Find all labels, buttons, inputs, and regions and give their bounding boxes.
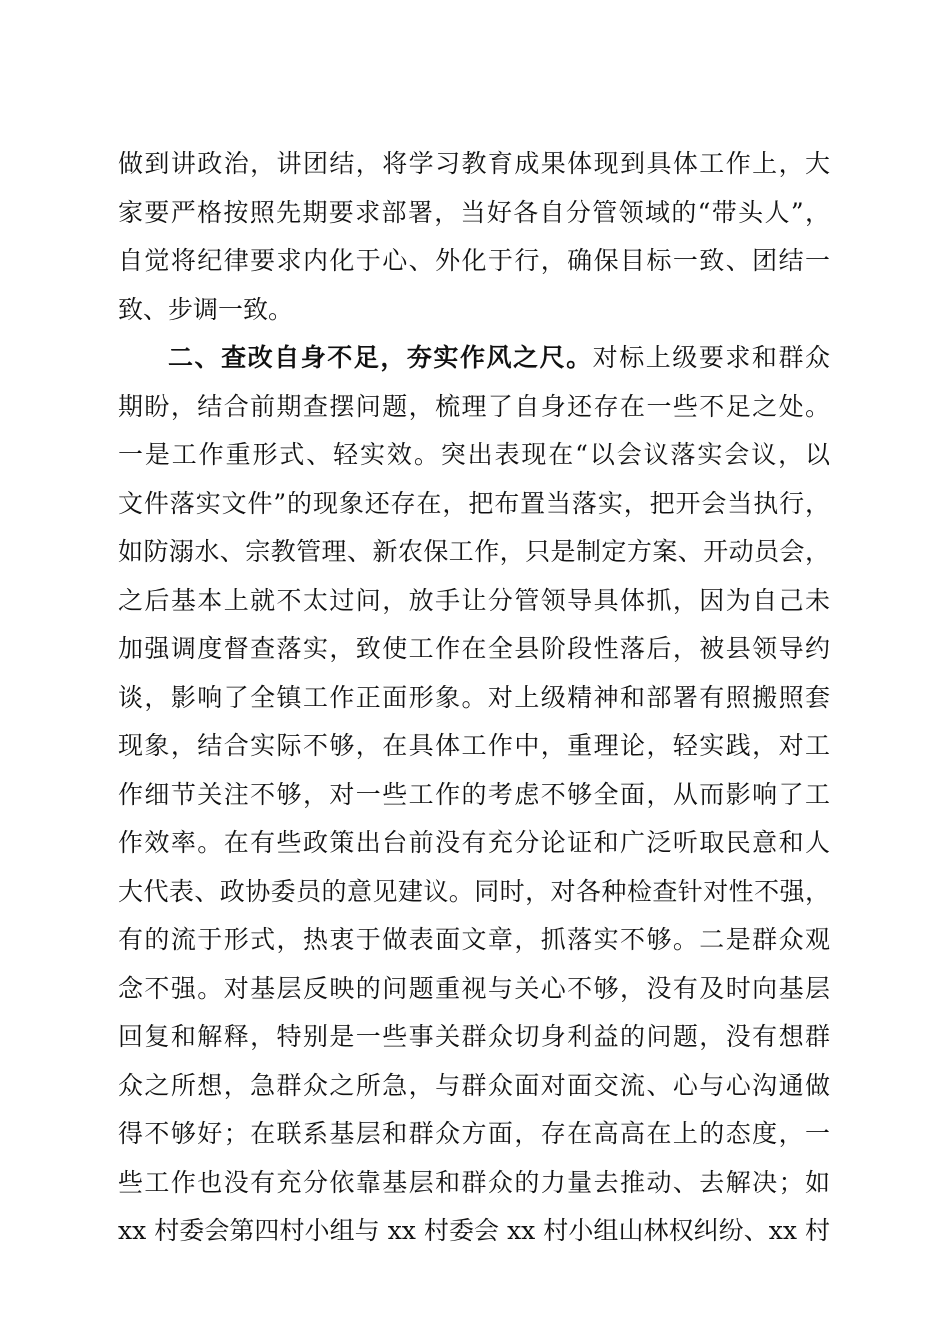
heading-line-rest: 对标上级要求和群众 xyxy=(592,343,830,372)
text-line: 一是工作重形式、轻实效。突出表现在“以会议落实会议，以 xyxy=(118,440,830,469)
text-line: 做到讲政治，讲团结，将学习教育成果体现到具体工作上，大 xyxy=(118,149,830,178)
text-line: xx 村委会第四村小组与 xx 村委会 xx 村小组山林权纠纷、xx 村 xyxy=(118,1216,830,1245)
section-heading: 二、查改自身不足，夯实作风之尺。 xyxy=(168,343,593,372)
text-line: 众之所想，急群众之所急，与群众面对面交流、心与心沟通做 xyxy=(118,1070,830,1100)
text-line: 些工作也没有充分依靠基层和群众的力量去推动、去解决；如 xyxy=(118,1167,830,1197)
text-line: 期盼，结合前期查摆问题，梳理了自身还存在一些不足之处。 xyxy=(118,391,830,421)
text-line: 家要严格按照先期要求部署，当好各自分管领域的“带头人”， xyxy=(118,197,830,227)
paragraph-1 xyxy=(118,140,830,334)
text-line: 得不够好；在联系基层和群众方面，存在高高在上的态度，一 xyxy=(118,1119,830,1148)
document-body xyxy=(118,140,830,1256)
text-line: 之后基本上就不太过问，放手让分管领导具体抓，因为自己未 xyxy=(118,585,830,615)
text-line: 大代表、政协委员的意见建议。同时，对各种检查针对性不强， xyxy=(118,876,830,906)
text-line xyxy=(118,334,830,383)
text-line: 回复和解释，特别是一些事关群众切身利益的问题，没有想群 xyxy=(118,1022,830,1051)
text-line: 文件落实文件”的现象还存在，把布置当落实，把开会当执行， xyxy=(118,488,830,518)
text-line: 如防溺水、宗教管理、新农保工作，只是制定方案、开动员会， xyxy=(118,537,830,566)
text-line: 自觉将纪律要求内化于心、外化于行，确保目标一致、团结一 xyxy=(118,246,830,275)
text-line: 现象，结合实际不够，在具体工作中，重理论，轻实践，对工 xyxy=(118,731,830,760)
text-line: 谈，影响了全镇工作正面形象。对上级精神和部署有照搬照套 xyxy=(118,682,830,712)
text-line: 致、步调一致。 xyxy=(118,294,294,324)
text-line: 作细节关注不够，对一些工作的考虑不够全面，从而影响了工 xyxy=(118,779,830,809)
text-line: 加强调度督查落实，致使工作在全县阶段性落后，被县领导约 xyxy=(118,634,830,663)
text-line: 作效率。在有些政策出台前没有充分论证和广泛听取民意和人 xyxy=(118,828,830,857)
text-line: 有的流于形式，热衷于做表面文章，抓落实不够。二是群众观 xyxy=(118,925,830,954)
text-line: 念不强。对基层反映的问题重视与关心不够，没有及时向基层 xyxy=(118,973,830,1003)
paragraph-2 xyxy=(118,334,830,1256)
